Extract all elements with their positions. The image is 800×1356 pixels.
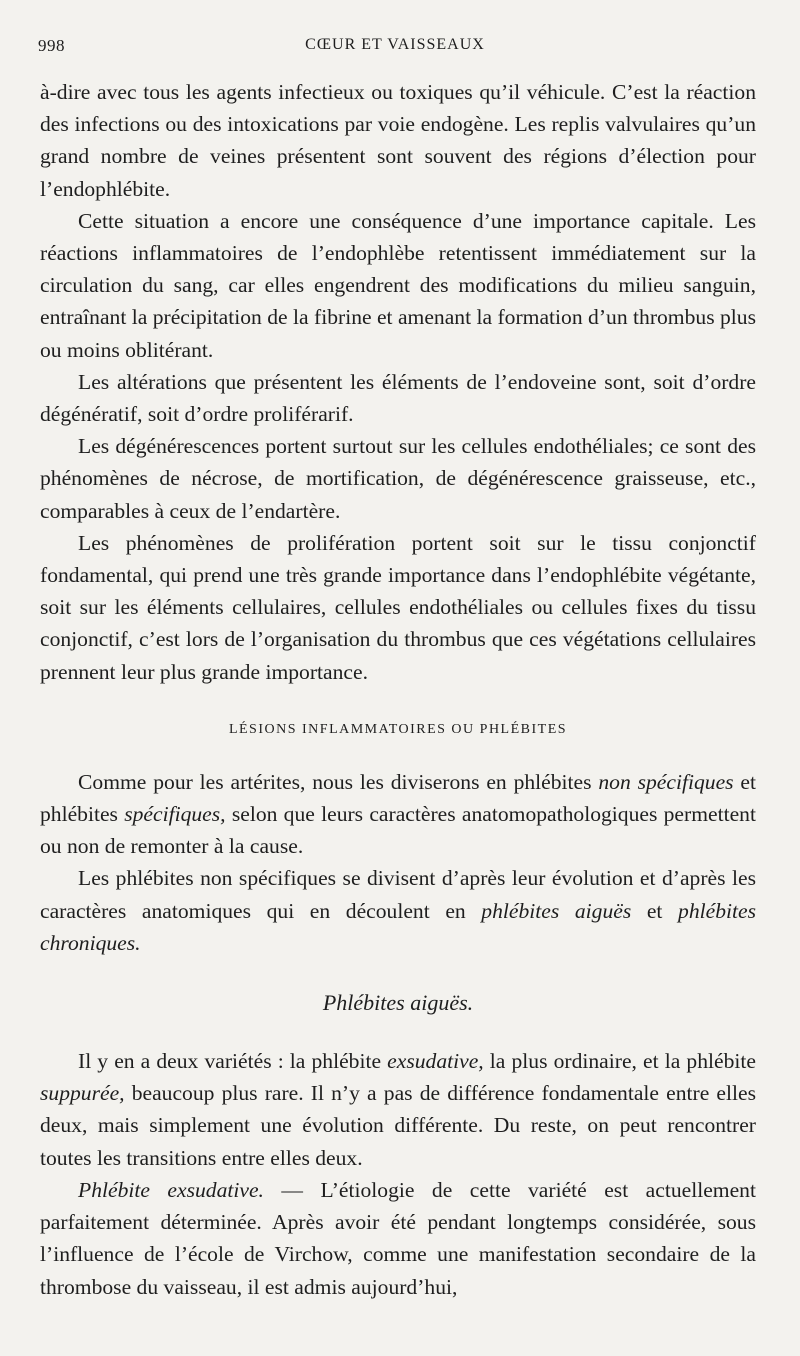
- p6-italic-b: non spécifiques: [598, 769, 734, 794]
- paragraph-8: [40, 1045, 756, 1174]
- p7-italic-b: phlébites aiguës: [481, 898, 632, 923]
- section-heading: LÉSIONS INFLAMMATOIRES OU PHLÉBITES: [228, 721, 568, 737]
- p6-italic-d: spécifiques,: [124, 802, 226, 827]
- p7-text-a: Les phlébites non spécifiques se divisent d’après leur évolution et d’après les caractères anatomiques qui en découlent en: [40, 866, 756, 923]
- paragraph-1: à-dire avec tous les agents infectieux ou toxiques qu’il véhicule. C’est la réaction des infections ou des intoxications par voie endogène. Les replis valvulaires qu’un grand nombre de veines présentent sont souvent des régions d’élection pour l’endophlébite.: [40, 80, 756, 201]
- paragraph-3: Les altérations que présentent les éléments de l’endoveine sont, soit d’ordre dégénératif, soit d’ordre proliférarif.: [40, 369, 756, 427]
- paragraph-6: [40, 766, 756, 863]
- p9-text-b: — L’étiologie de cette variété est actuellement parfaitement déterminée. Après avoir été pendant longtemps considérée, sous l’influence de l’école de Virchow, comme une manifestation secondaire de la thrombose du vaisseau, il est admis aujourd’hui,: [40, 1177, 756, 1299]
- page-number: 998: [38, 36, 65, 55]
- paragraph-4: Les dégénérescences portent surtout sur les cellules endothéliales; ce sont des phénomènes de nécrose, de mortification, de dégénérescence graisseuse, etc., comparables à ceux de l’endartère.: [40, 434, 756, 523]
- p7-text-c: et: [631, 898, 679, 923]
- p7-italic-d: phlébites chroniques.: [40, 898, 756, 955]
- paragraph-7: [40, 862, 756, 959]
- p8-italic-b: exsudative,: [387, 1049, 484, 1074]
- subsection-heading: Phlébites aiguës.: [322, 990, 474, 1016]
- body-text: [40, 76, 756, 1303]
- paragraph-2: Cette situation a encore une conséquence d’une importance capitale. Les réactions inflammatoires de l’endophlèbe retentissent immédiatement sur la circulation du sang, car elles engendrent des modifications du milieu sanguin, entraînant la précipitation de la fibrine et amenant la formation d’un thrombus plus ou moins oblitérant.: [40, 208, 756, 362]
- p8-italic-d: suppurée,: [40, 1081, 125, 1106]
- paragraph-9: [40, 1174, 756, 1303]
- running-head: [38, 36, 752, 60]
- p6-text-e: selon que leurs caractères anatomopathologiques permettent ou non de remonter à la cause.: [40, 802, 756, 859]
- p8-text-c: la plus ordinaire, et la phlébite: [483, 1049, 756, 1074]
- p6-text-a: Comme pour les artérites, nous les diviserons en phlébites: [78, 769, 599, 794]
- paragraph-5: Les phénomènes de prolifération portent soit sur le tissu conjonctif fondamental, qui prend une très grande importance dans l’endophlébite végétante, soit sur les éléments cellulaires, cellules endothéliales ou cellules fixes du tissu conjonctif, c’est lors de l’organisation du thrombus que ces végétations cellulaires prennent leur plus grande importance.: [40, 530, 756, 684]
- running-title: CŒUR ET VAISSEAUX: [305, 36, 485, 53]
- p8-text-e: beaucoup plus rare. Il n’y a pas de différence fondamentale entre elles deux, mais simplement une évolution différente. Du reste, on peut rencontrer toutes les transitions entre elles deux.: [40, 1081, 756, 1170]
- p6-text-c: et phlébites: [40, 769, 756, 827]
- p9-italic-a: Phlébite exsudative.: [78, 1177, 264, 1202]
- p8-text-a: Il y en a deux variétés : la phlébite: [78, 1049, 388, 1074]
